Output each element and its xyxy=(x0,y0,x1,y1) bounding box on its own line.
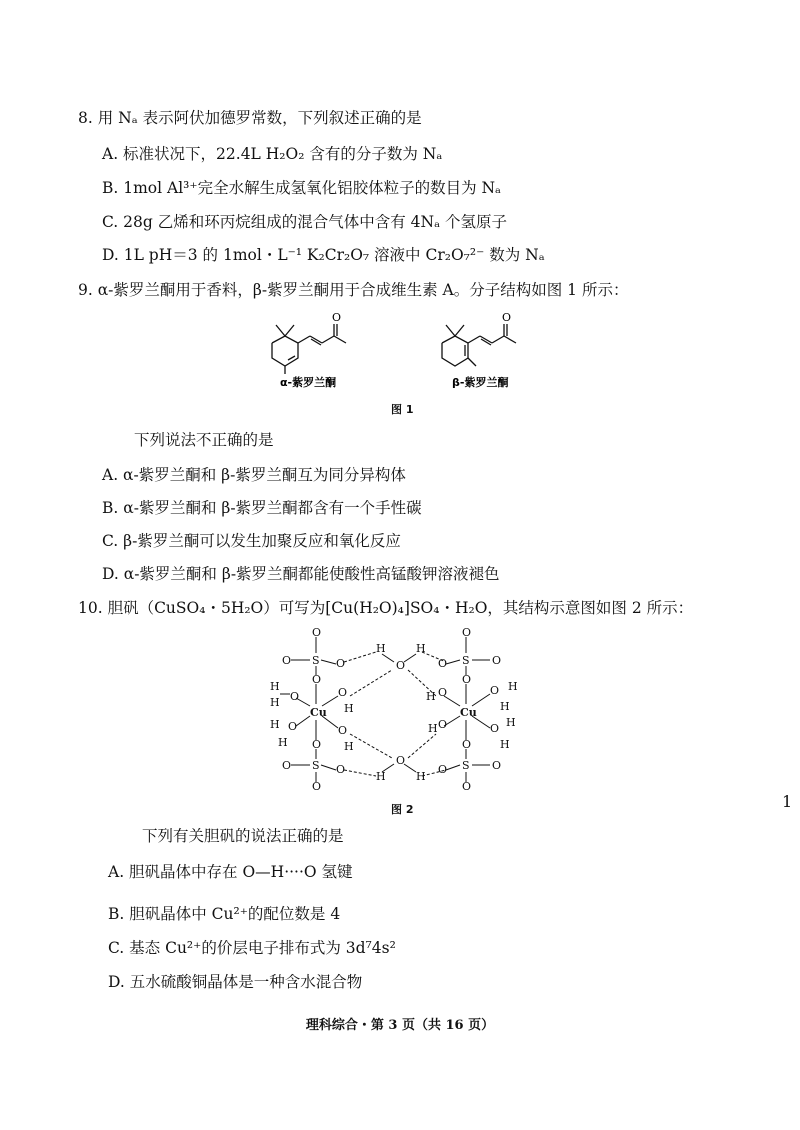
atom-s: S xyxy=(312,654,320,667)
atom-h: H xyxy=(506,716,516,729)
q9-option-d: D. α-紫罗兰酮和 β-紫罗兰酮都能使酸性高锰酸钾溶液褪色 xyxy=(102,565,500,583)
atom-h: H xyxy=(500,700,510,713)
q9-sub-stem: 下列说法不正确的是 xyxy=(134,431,274,449)
figure-2-blue-vitriol-structure xyxy=(250,622,550,797)
atom-o: O xyxy=(312,738,322,751)
atom-h: H xyxy=(508,680,518,693)
atom-s: S xyxy=(462,654,470,667)
atom-s: S xyxy=(462,759,470,772)
label-beta-ionone: β-紫罗兰酮 xyxy=(452,376,509,388)
atom-o: O xyxy=(312,780,322,793)
q10-option-b: B. 胆矾晶体中 Cu²⁺的配位数是 4 xyxy=(108,905,341,923)
atom-o: O xyxy=(312,673,322,686)
atom-h: H xyxy=(416,770,426,783)
q9-option-a: A. α-紫罗兰酮和 β-紫罗兰酮互为同分异构体 xyxy=(102,466,406,484)
atom-o: O xyxy=(492,654,502,667)
q8-option-d: D. 1L pH＝3 的 1mol・L⁻¹ K₂Cr₂O₇ 溶液中 Cr₂O₇²⁻ 数为 Nₐ xyxy=(102,246,545,264)
atom-o: O xyxy=(438,763,448,776)
atom-o: O xyxy=(338,686,348,699)
atom-cu: Cu xyxy=(310,706,327,719)
q10-option-d: D. 五水硫酸铜晶体是一种含水混合物 xyxy=(108,973,363,991)
q10-sub-stem: 下列有关胆矾的说法正确的是 xyxy=(142,827,344,845)
atom-o: O xyxy=(492,759,502,772)
atom-o: O xyxy=(438,686,448,699)
q8-option-b: B. 1mol Al³⁺完全水解生成氢氧化铝胶体粒子的数目为 Nₐ xyxy=(102,179,502,197)
atom-o: O xyxy=(396,754,406,767)
q8-option-a: A. 标准状况下，22.4L H₂O₂ 含有的分子数为 Nₐ xyxy=(102,145,443,163)
atom-h: H xyxy=(278,736,288,749)
atom-h: H xyxy=(428,722,438,735)
q8-option-c: C. 28g 乙烯和环丙烷组成的混合气体中含有 4Nₐ 个氢原子 xyxy=(102,213,507,231)
margin-number: 1 xyxy=(782,792,793,811)
atom-h: H xyxy=(344,702,354,715)
atom-o: O xyxy=(438,657,448,670)
atom-o: O xyxy=(282,654,292,667)
atom-h: H xyxy=(426,690,436,703)
q9-option-c: C. β-紫罗兰酮可以发生加聚反应和氧化反应 xyxy=(102,532,401,550)
atom-o: O xyxy=(462,738,472,751)
atom-o: O xyxy=(312,626,322,639)
atom-h: H xyxy=(416,642,426,655)
atom-o: O xyxy=(490,684,500,697)
figure-2-caption: 图 2 xyxy=(391,803,414,816)
atom-o: O xyxy=(462,780,472,793)
atom-h: H xyxy=(376,642,386,655)
q10-stem: 10. 胆矾（CuSO₄・5H₂O）可写为[Cu(H₂O)₄]SO₄・H₂O，其结构示意图如图 2 所示： xyxy=(78,599,694,617)
atom-o: O xyxy=(502,311,512,324)
atom-o: O xyxy=(438,718,448,731)
label-alpha-ionone: α-紫罗兰酮 xyxy=(280,376,337,388)
figure-1-ionone-structures xyxy=(250,308,560,388)
q9-option-b: B. α-紫罗兰酮和 β-紫罗兰酮都含有一个手性碳 xyxy=(102,499,422,517)
atom-h: H xyxy=(500,738,510,751)
atom-h: H xyxy=(376,770,386,783)
atom-o: O xyxy=(338,724,348,737)
atom-h: H xyxy=(270,680,280,693)
atom-o: O xyxy=(490,722,500,735)
atom-s: S xyxy=(312,759,320,772)
atom-h: H xyxy=(344,740,354,753)
q9-stem: 9. α-紫罗兰酮用于香料，β-紫罗兰酮用于合成维生素 A。分子结构如图 1 所示： xyxy=(78,281,629,299)
atom-h: H xyxy=(270,696,280,709)
atom-o: O xyxy=(462,626,472,639)
q10-option-a: A. 胆矾晶体中存在 O—H····O 氢键 xyxy=(108,863,353,881)
figure-1-caption: 图 1 xyxy=(391,403,414,416)
page-footer: 理科综合・第 3 页（共 16 页） xyxy=(305,1018,495,1033)
atom-o: O xyxy=(290,690,300,703)
q8-stem: 8. 用 Nₐ 表示阿伏加德罗常数，下列叙述正确的是 xyxy=(78,109,422,127)
atom-cu: Cu xyxy=(460,706,477,719)
atom-o: O xyxy=(396,659,406,672)
atom-h: H xyxy=(270,718,280,731)
atom-o: O xyxy=(332,311,342,324)
atom-o: O xyxy=(462,673,472,686)
atom-o: O xyxy=(336,657,346,670)
q10-option-c: C. 基态 Cu²⁺的价层电子排布式为 3d⁷4s² xyxy=(108,939,396,957)
atom-o: O xyxy=(282,759,292,772)
atom-o: O xyxy=(336,763,346,776)
atom-o: O xyxy=(288,720,298,733)
